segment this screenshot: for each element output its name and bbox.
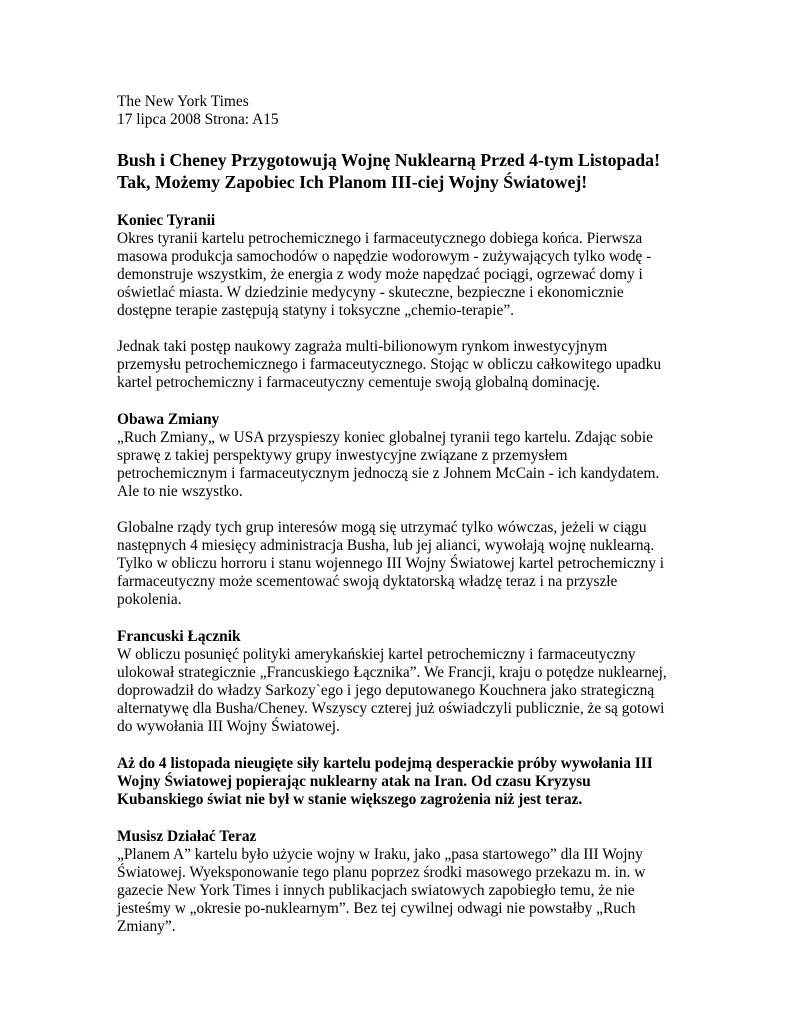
section-musisz-dzialac-teraz	[117, 828, 677, 936]
section-heading: Obawa Zmiany	[117, 411, 220, 428]
section-heading: Koniec Tyranii	[117, 212, 216, 229]
paragraph	[117, 846, 677, 936]
text-line: jesteśmy w „okresie po-nuklearnym”. Bez tej cywilnej odwagi nie powstałby „Ruch	[117, 900, 636, 917]
text-line: ulokował strategicznie „Francuskiego Łącznika”. We Francji, kraju o potędze nuklearnej,	[117, 664, 667, 681]
paragraph	[117, 646, 677, 736]
text-line: masowa produkcja samochodów o napędzie wodorowym - zużywających tylko wodę -	[117, 248, 652, 265]
paragraph	[117, 338, 677, 392]
bold-warning	[117, 755, 677, 809]
text-line: alternatywę dla Busha/Cheney. Wszyscy czterej już oświadczyli publicznie, że są gotowi	[117, 700, 665, 717]
text-line: „Ruch Zmiany„ w USA przyspieszy koniec globalnej tyranii tego kartelu. Zdając sobie	[117, 429, 653, 446]
text-line: farmaceutyczny może scementować swoją dyktatorską władzę teraz i na przyszłe	[117, 573, 618, 590]
text-line: petrochemicznym i farmaceutycznym jednoczą sie z Johnem McCain - ich kandydatem.	[117, 465, 660, 482]
text-line: Ale to nie wszystko.	[117, 483, 243, 500]
text-line: przemysłu petrochemicznego i farmaceutycznego. Stojąc w obliczu całkowitego upadku	[117, 356, 662, 373]
text-line: Okres tyranii kartelu petrochemicznego i farmaceutycznego dobiega końca. Pierwsza	[117, 230, 643, 247]
text-line: demonstruje wszystkim, że energia z wody może napędzać pociągi, ogrzewać domy i	[117, 266, 643, 283]
paragraph	[117, 755, 677, 809]
section-heading: Musisz Działać Teraz	[117, 828, 257, 845]
source-block	[117, 93, 677, 129]
text-line: dostępne terapie zastępują statyny i toksyczne „chemio-terapie”.	[117, 302, 514, 319]
section-koniec-tyranii	[117, 212, 677, 392]
paragraph	[117, 519, 677, 609]
text-line: „Planem A” kartelu było użycie wojny w Iraku, jako „pasa startowego” dla III Wojny	[117, 846, 643, 863]
text-line: Światowej. Wyeksponowanie tego planu poprzez środki masowego przekazu m. in. w	[117, 864, 646, 881]
text-line: gazecie New York Times i innych publikacjach swiatowych zapobiegło temu, że nie	[117, 882, 635, 899]
paragraph	[117, 230, 677, 320]
text-line: Aż do 4 listopada nieugięte siły kartelu podejmą desperackie próby wywołania III	[117, 755, 653, 772]
document-page	[117, 93, 677, 936]
text-line: doprowadził do władzy Sarkozy`ego i jego deputowanego Kouchnera jako strategiczną	[117, 682, 655, 699]
paragraph	[117, 429, 677, 501]
article-title	[117, 149, 677, 193]
text-line: Jednak taki postęp naukowy zagraża multi-bilionowym rynkom inwestycyjnym	[117, 338, 608, 355]
publication-date-page: 17 lipca 2008 Strona: A15	[117, 111, 279, 128]
text-line: do wywołania III Wojny Światowej.	[117, 718, 340, 735]
text-line: sprawę z takiej perspektywy grupy inwestycyjne związane z przemysłem	[117, 447, 568, 464]
text-line: następnych 4 miesięcy administracja Busha, lub jej alianci, wywołają wojnę nuklearną.	[117, 537, 655, 554]
section-francuski-lacznik	[117, 628, 677, 736]
section-obawa-zmiany	[117, 411, 677, 609]
title-line: Tak, Możemy Zapobiec Ich Planom III-ciej Wojny Światowej!	[117, 172, 588, 192]
text-line: Tylko w obliczu horroru i stanu wojennego III Wojny Światowej kartel petrochemiczny i	[117, 555, 665, 572]
publication-name: The New York Times	[117, 93, 249, 110]
text-line: Zmiany”.	[117, 918, 176, 935]
title-line: Bush i Cheney Przygotowują Wojnę Nuklearną Przed 4-tym Listopada!	[117, 150, 660, 170]
text-line: kartel petrochemiczny i farmaceutyczny cementuje swoją globalną dominację.	[117, 374, 600, 391]
text-line: W obliczu posunięć polityki amerykańskiej kartel petrochemiczny i farmaceutyczny	[117, 646, 636, 663]
text-line: Wojny Światowej popierając nuklearny atak na Iran. Od czasu Kryzysu	[117, 773, 591, 790]
text-line: oświetlać miasta. W dziedzinie medycyny - skuteczne, bezpieczne i ekonomicznie	[117, 284, 624, 301]
text-line: pokolenia.	[117, 591, 182, 608]
text-line: Globalne rządy tych grup interesów mogą się utrzymać tylko wówczas, jeżeli w ciągu	[117, 519, 647, 536]
section-heading: Francuski Łącznik	[117, 628, 241, 645]
text-line: Kubanskiego świat nie był w stanie większego zagrożenia niż jest teraz.	[117, 791, 583, 808]
